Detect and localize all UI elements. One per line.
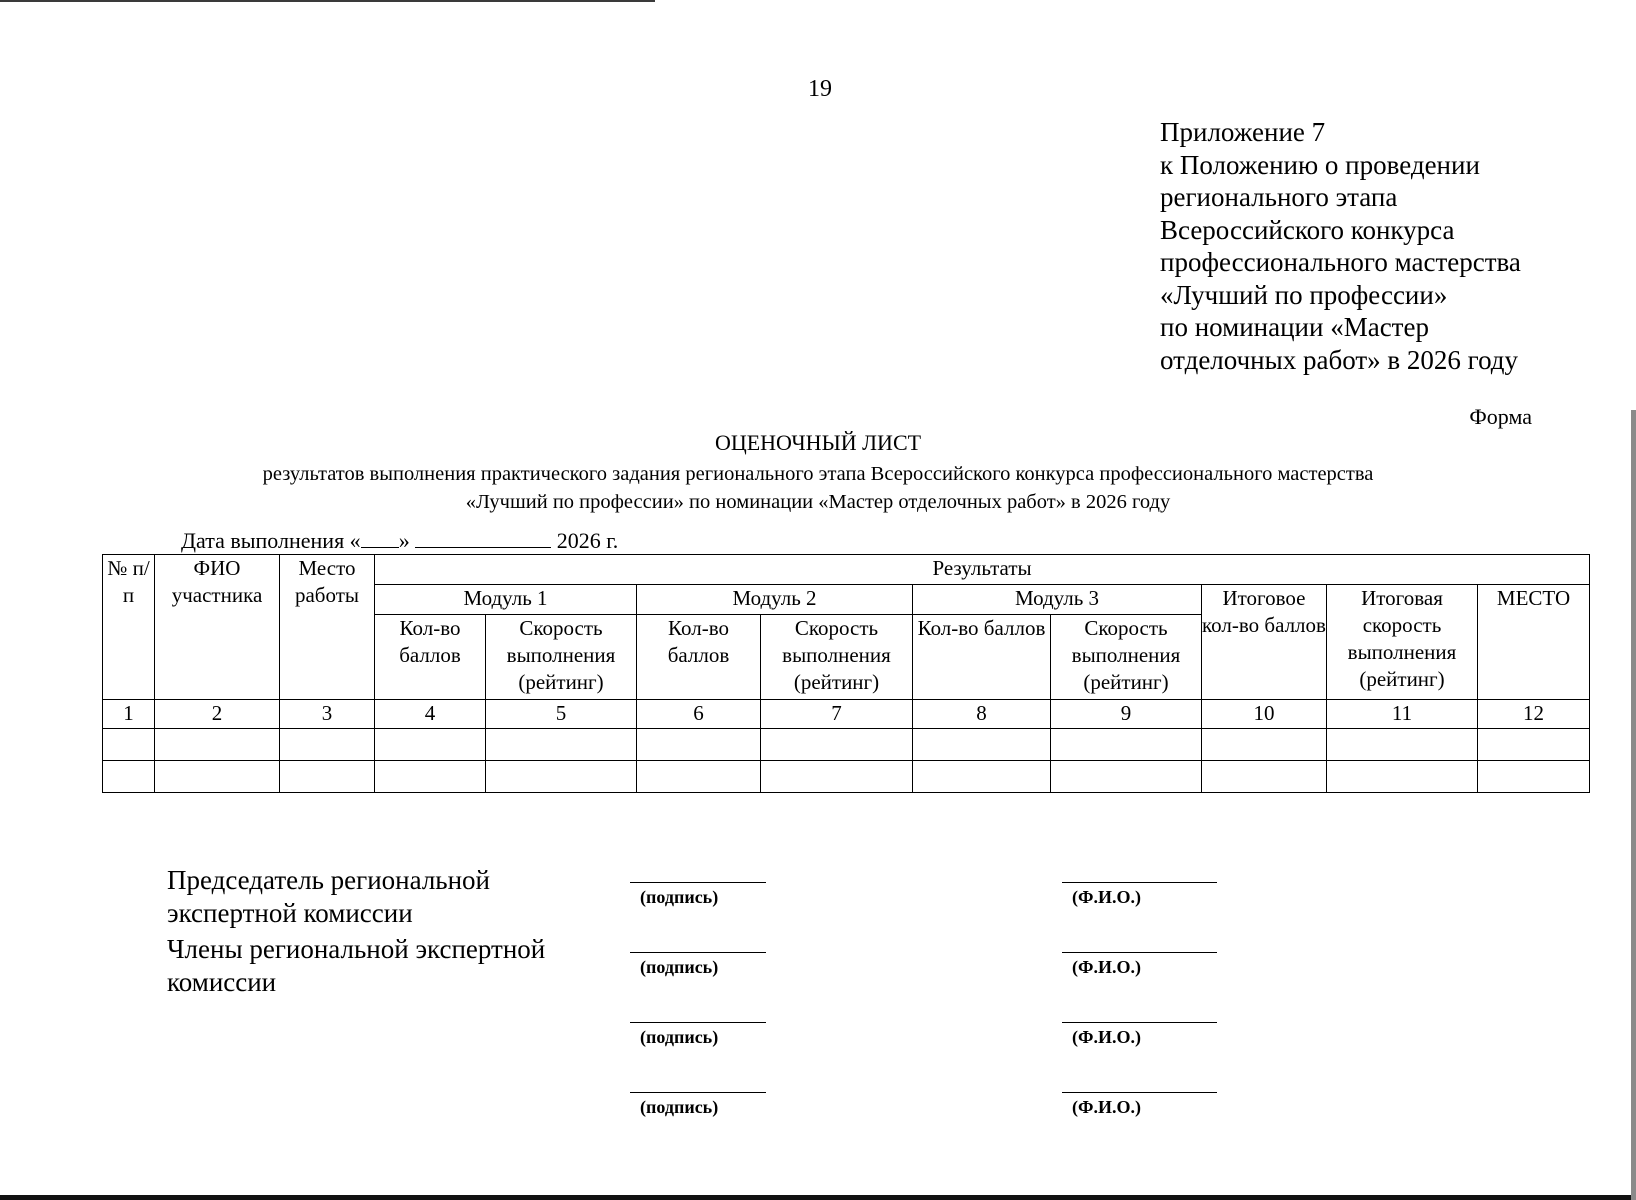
empty-cell[interactable] bbox=[637, 729, 761, 761]
header-speed: Скорость выполнения (рейтинг) bbox=[1051, 615, 1202, 700]
members-label bbox=[167, 933, 545, 999]
empty-cell[interactable] bbox=[913, 761, 1051, 793]
empty-cell[interactable] bbox=[913, 729, 1051, 761]
column-number: 10 bbox=[1202, 700, 1327, 729]
column-number: 2 bbox=[155, 700, 280, 729]
header-points: Кол-во баллов bbox=[637, 615, 761, 700]
score-table bbox=[102, 554, 1590, 793]
signature-line[interactable] bbox=[630, 952, 766, 953]
empty-cell[interactable] bbox=[761, 729, 913, 761]
empty-cell[interactable] bbox=[103, 729, 155, 761]
header-module-1: Модуль 1 bbox=[375, 585, 637, 615]
signature-caption: (подпись) bbox=[640, 1027, 719, 1047]
appendix-line: по номинации «Мастер bbox=[1160, 312, 1429, 342]
header-total-speed: Итоговая скорость выполнения (рейтинг) bbox=[1327, 585, 1478, 700]
appendix-line: Всероссийского конкурса bbox=[1160, 214, 1455, 245]
empty-cell[interactable] bbox=[1202, 761, 1327, 793]
scan-edge-right bbox=[1631, 410, 1636, 1200]
empty-cell[interactable] bbox=[1327, 729, 1478, 761]
empty-cell[interactable] bbox=[375, 761, 486, 793]
name-caption: (Ф.И.О.) bbox=[1072, 887, 1141, 907]
date-middle: » bbox=[398, 528, 410, 553]
document-subtitle bbox=[0, 460, 1636, 516]
empty-cell[interactable] bbox=[1202, 729, 1327, 761]
appendix-line: «Лучший по профессии» bbox=[1160, 279, 1448, 310]
header-module-3: Модуль 3 bbox=[913, 585, 1202, 615]
empty-cell[interactable] bbox=[280, 729, 375, 761]
empty-cell[interactable] bbox=[155, 761, 280, 793]
empty-cell[interactable] bbox=[1051, 729, 1202, 761]
empty-cell[interactable] bbox=[486, 761, 637, 793]
chairman-label-line: Председатель региональной bbox=[167, 865, 491, 895]
column-number: 5 bbox=[486, 700, 637, 729]
header-points: Кол-во баллов bbox=[913, 615, 1051, 700]
name-line[interactable] bbox=[1062, 952, 1217, 953]
column-number: 12 bbox=[1478, 700, 1590, 729]
chairman-label-line: экспертной комиссии bbox=[167, 898, 413, 928]
appendix-line: регионального этапа bbox=[1160, 182, 1398, 212]
name-line[interactable] bbox=[1062, 1022, 1217, 1023]
column-number: 3 bbox=[280, 700, 375, 729]
signature-line[interactable] bbox=[630, 882, 766, 883]
header-workplace: Место работы bbox=[280, 555, 375, 700]
appendix-line: профессионального мастерства bbox=[1160, 247, 1521, 277]
column-number: 11 bbox=[1327, 700, 1478, 729]
signature-line[interactable] bbox=[630, 1022, 766, 1023]
signature-line[interactable] bbox=[630, 1092, 766, 1093]
empty-cell[interactable] bbox=[280, 761, 375, 793]
members-label-line: комиссии bbox=[167, 967, 277, 997]
empty-cell[interactable] bbox=[1327, 761, 1478, 793]
empty-cell[interactable] bbox=[1478, 729, 1590, 761]
appendix-line: отделочных работ» в 2026 году bbox=[1160, 344, 1519, 375]
header-fio: ФИО участника bbox=[155, 555, 280, 700]
month-blank[interactable] bbox=[415, 529, 551, 548]
table-row bbox=[103, 729, 1590, 761]
empty-cell[interactable] bbox=[637, 761, 761, 793]
column-number: 1 bbox=[103, 700, 155, 729]
page-number: 19 bbox=[808, 76, 832, 102]
column-number: 4 bbox=[375, 700, 486, 729]
scan-edge-top bbox=[0, 0, 655, 2]
header-speed: Скорость выполнения (рейтинг) bbox=[761, 615, 913, 700]
header-results: Результаты bbox=[375, 555, 1590, 585]
empty-cell[interactable] bbox=[761, 761, 913, 793]
header-number: № п/п bbox=[103, 555, 155, 700]
name-line[interactable] bbox=[1062, 1092, 1217, 1093]
header-place: МЕСТО bbox=[1478, 585, 1590, 700]
signature-caption: (подпись) bbox=[640, 887, 719, 907]
name-caption: (Ф.И.О.) bbox=[1072, 957, 1141, 977]
chairman-label bbox=[167, 864, 490, 930]
column-number: 7 bbox=[761, 700, 913, 729]
date-prefix: Дата выполнения « bbox=[181, 528, 361, 553]
form-label: Форма bbox=[1469, 404, 1532, 429]
header-points: Кол-во баллов bbox=[375, 615, 486, 700]
signature-caption: (подпись) bbox=[640, 1097, 719, 1117]
empty-cell[interactable] bbox=[486, 729, 637, 761]
appendix-line: Приложение 7 bbox=[1160, 117, 1326, 147]
members-label-line: Члены региональной экспертной bbox=[167, 934, 546, 964]
day-blank[interactable] bbox=[361, 529, 399, 548]
signature-caption: (подпись) bbox=[640, 957, 719, 977]
name-line[interactable] bbox=[1062, 882, 1217, 883]
empty-cell[interactable] bbox=[155, 729, 280, 761]
header-total-points: Итоговое кол-во баллов bbox=[1202, 585, 1327, 700]
header-module-2: Модуль 2 bbox=[637, 585, 913, 615]
empty-cell[interactable] bbox=[103, 761, 155, 793]
header-speed: Скорость выполнения (рейтинг) bbox=[486, 615, 637, 700]
appendix-line: к Положению о проведении bbox=[1160, 149, 1480, 180]
empty-cell[interactable] bbox=[1051, 761, 1202, 793]
empty-cell[interactable] bbox=[375, 729, 486, 761]
document-title: ОЦЕНОЧНЫЙ ЛИСТ bbox=[714, 430, 922, 455]
column-number: 9 bbox=[1051, 700, 1202, 729]
subtitle-line: результатов выполнения практического задания регионального этапа Всероссийского конкурса профессионального мастерства bbox=[262, 463, 1374, 485]
name-caption: (Ф.И.О.) bbox=[1072, 1027, 1141, 1047]
column-number: 6 bbox=[637, 700, 761, 729]
name-caption: (Ф.И.О.) bbox=[1072, 1097, 1141, 1117]
column-number: 8 bbox=[913, 700, 1051, 729]
empty-cell[interactable] bbox=[1478, 761, 1590, 793]
date-line bbox=[181, 528, 618, 554]
subtitle-line: «Лучший по профессии» по номинации «Мастер отделочных работ» в 2026 году bbox=[465, 491, 1171, 513]
date-year: 2026 г. bbox=[556, 528, 619, 553]
table-row bbox=[103, 761, 1590, 793]
scan-edge-bottom bbox=[0, 1195, 1636, 1200]
appendix-block bbox=[1160, 116, 1630, 376]
